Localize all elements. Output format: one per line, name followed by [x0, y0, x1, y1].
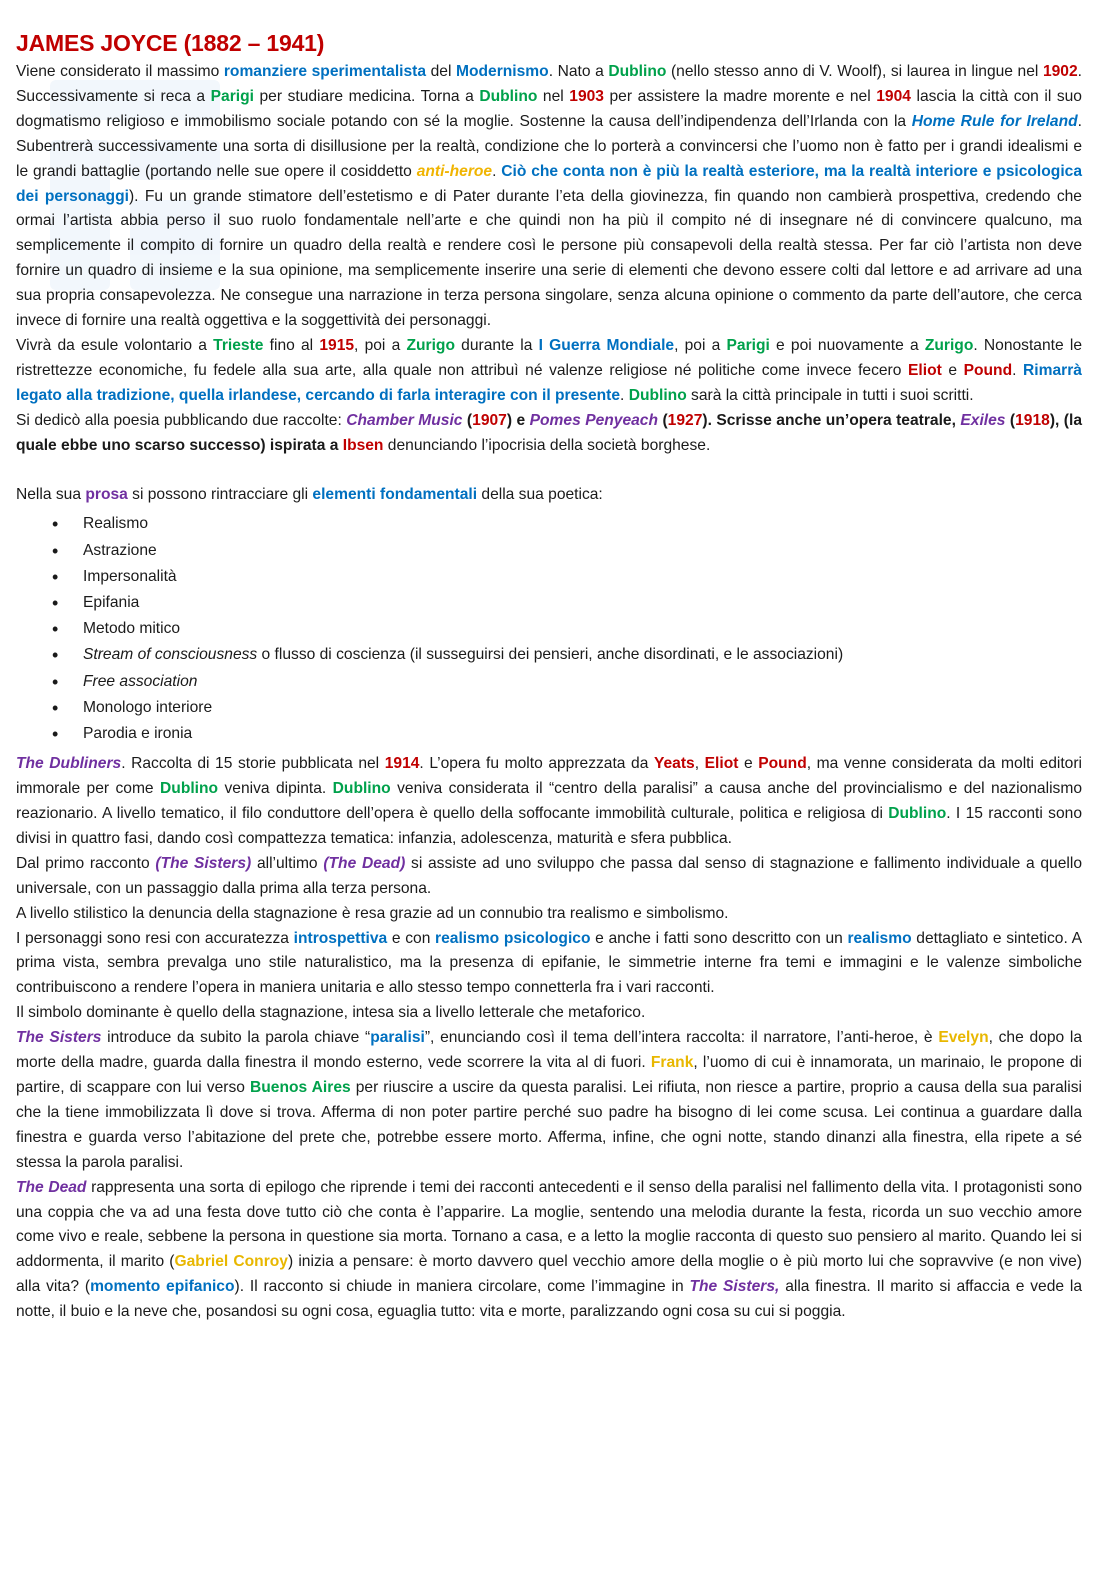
text: ). Scrisse anche un’opera teatrale, — [702, 411, 961, 429]
paragraph-the-dead — [16, 1176, 1082, 1325]
text: nel — [537, 87, 570, 105]
name-yeats: Yeats — [653, 755, 695, 773]
place-dublino: Dublino — [628, 386, 687, 404]
highlight-momento-epifanico: momento epifanico — [90, 1278, 235, 1296]
paragraph-simbolo: Il simbolo dominante è quello della stagnazione, intesa sia a livello letterale che metaforico. — [16, 1004, 646, 1022]
text: ). Fu un grande stimatore dell’estetismo e di Pater durante l’eta della giovinezza, fin quando non cambierà prospettiva, credendo che ormai l’artista abbia perso il suo ruolo fondamentale nell’arte e che quindi non ha più il compito né di insegnare né di convincere qualcuno, ma semplicemente il compito di fornire un quadro della realtà e rendere così le persone più consapevoli della realtà stessa. Per far ciò l’artista non deve fornire un quadro di insieme e la sua opinione, ma semplicemente inserire una serie di elementi che devono essere colti dal lettore e ad arrivare ad una sua propria consapevolezza. Ne consegue una narrazione in terza persona singolare, senza alcuna opinione o commento da parte dell’autore, che cerca invece di fornire una realtà oggettiva e la soggettività dei personaggi. — [16, 187, 1082, 330]
highlight-elementi: elementi fondamentali — [312, 485, 478, 503]
text: e — [738, 755, 759, 773]
text: Viene considerato il massimo — [16, 63, 224, 80]
text: I personaggi sono resi con accuratezza — [16, 929, 294, 947]
text: . — [492, 162, 502, 180]
list-item-text: Monologo interiore — [83, 698, 213, 716]
list-item — [83, 538, 1082, 564]
text: , che dopo la morte della madre, guarda dalla finestra il mondo esterno, vede scorrere la vita al di fuori. — [16, 1029, 1083, 1072]
text: . Nato a — [548, 63, 609, 80]
place-dublino: Dublino — [888, 805, 947, 823]
text: della sua poetica: — [477, 485, 603, 503]
title-chamber-music: Chamber Music — [346, 411, 463, 429]
place-parigi: Parigi — [726, 336, 770, 354]
text: veniva considerata il “centro della paralisi” a causa anche del provincialismo e del nazionalismo reazionario. A livello tematico, il filo conduttore dell’opera è quello della soffocante immobilità culturale, politica e religiosa di — [16, 780, 1082, 823]
list-item-text: Epifania — [83, 594, 140, 612]
list-item — [83, 511, 1082, 537]
text: alla finestra. Il marito si affaccia e vede la notte, il buio e la neve che, posandosi su ogni cosa, eguaglia tutto: vita e morte, paralizzando ogni cosa su cui si poggia. — [16, 1278, 1083, 1321]
text: . Subentrerà successivamente una sorta di disillusione per la realtà, condizione che lo porterà a convincersi che l’uomo non è fatto per i grandi idealismi e le grandi battaglie (portando nelle sue opere il cosiddetto — [16, 112, 1082, 180]
text: . — [620, 386, 629, 404]
year-1903: 1903 — [569, 87, 604, 105]
text: Dal primo racconto — [16, 854, 156, 872]
name-pound: Pound — [758, 755, 807, 773]
place-buenos-aires: Buenos Aires — [250, 1079, 351, 1097]
text: ) e — [506, 411, 530, 429]
year-1927: 1927 — [667, 411, 703, 429]
text: per riuscire a uscire da questa paralisi. Lei rifiuta, non riesce a partire, proprio a causa della sua paralisi che la tiene immobilizzata lì dove si trova. Afferma di non poter partire perché suo padre ha bisogno di lei come scusa. Lei continua a guardare dalla finestra e guarda verso l’abitazione del prete che, potrebbe essere morto. Afferma, infine, che ogni notte, stando dinanzi alla finestra, ella ripete a sé stessa la parola paralisi. — [16, 1079, 1082, 1171]
title-exiles: Exiles — [960, 411, 1006, 429]
text: fino al — [263, 336, 320, 354]
text: durante la — [454, 336, 539, 354]
spacer — [16, 459, 1082, 483]
document-body — [16, 28, 1082, 1325]
text: . Raccolta di 15 storie pubblicata nel — [121, 755, 385, 773]
text: (nello stesso anno di V. Woolf), si laurea in lingue nel — [666, 63, 1043, 80]
text: Vivrà da esule volontario a — [16, 336, 214, 354]
text: si assiste ad uno sviluppo che passa dal senso di stagnazione e fallimento individuale a quello universale, con un passaggio dalla prima alla terza persona. — [16, 854, 1082, 897]
year-1914: 1914 — [384, 755, 420, 773]
list-item — [83, 590, 1082, 616]
highlight-romanziere: romanziere sperimentalista — [223, 63, 427, 80]
title-dubliners: The Dubliners — [16, 755, 122, 773]
text: per studiare medicina. Torna a — [253, 87, 480, 105]
text: denunciando l’ipocrisia della società borghese. — [383, 436, 711, 454]
list-item-text: Free association — [83, 672, 198, 690]
highlight-realismo: realismo — [847, 929, 912, 947]
text: dettagliato e sintetico. A prima vista, sembra prevalga uno stile naturalistico, ma la presenza di epifanie, le simmetrie interne fra temi e immagini e le valenze simboliche contribuiscono a rendere l’opera in maniera unitaria e allo stesso tempo connetterla fra i vari racconti. — [16, 929, 1082, 997]
title-the-sisters: The Sisters — [16, 1029, 102, 1047]
text: introduce da subito la parola chiave “ — [101, 1029, 371, 1047]
name-pound: Pound — [963, 361, 1013, 379]
text: veniva dipinta. — [218, 780, 333, 798]
paragraph-poetry — [16, 409, 1082, 459]
title-pomes-penyeach: Pomes Penyeach — [529, 411, 659, 429]
highlight-realismo-psicologico: realismo psicologico — [435, 929, 591, 947]
highlight-introspettiva: introspettiva — [293, 929, 388, 947]
text: ). Il racconto si chiude in maniera circolare, come l’immagine in — [234, 1278, 690, 1296]
name-eliot: Eliot — [908, 361, 942, 379]
highlight-prosa: prosa — [85, 485, 128, 503]
place-zurigo: Zurigo — [406, 336, 455, 354]
text: Si dedicò alla poesia pubblicando due raccolte: — [16, 411, 347, 429]
paragraph-stile: A livello stilistico la denuncia della stagnazione è resa grazie ad un connubio tra realismo e simbolismo. — [16, 904, 729, 922]
text: ), (la quale ebbe uno scarso successo) ispirata a — [16, 411, 1083, 454]
title-the-sisters: (The Sisters) — [155, 854, 252, 872]
highlight-tradizione: Rimarrà legato alla tradizione, quella irlandese, cercando di farla interagire con il presente — [16, 361, 1082, 404]
text: , l’uomo di cui è innamorata, un marinaio, le propone di partire, di scappare con lui verso — [16, 1054, 1082, 1097]
list-item-text: Impersonalità — [83, 567, 177, 585]
place-dublino: Dublino — [160, 780, 219, 798]
text: ( — [1005, 411, 1016, 429]
list-item-text: Realismo — [83, 515, 148, 533]
name-ibsen: Ibsen — [342, 436, 384, 454]
place-dublino: Dublino — [332, 780, 391, 798]
text: . L’opera fu molto apprezzata da — [419, 755, 654, 773]
place-zurigo: Zurigo — [924, 336, 974, 354]
list-item — [83, 564, 1082, 590]
text: Nella sua — [16, 485, 86, 503]
page-title: JAMES JOYCE (1882 – 1941) — [16, 30, 325, 56]
text: all’ultimo — [251, 854, 324, 872]
paragraph-exile — [16, 334, 1082, 409]
text: e con — [387, 929, 436, 947]
list-item-text: Astrazione — [83, 541, 157, 559]
text: lascia la città con il suo dogmatismo religioso e immobilismo sociale potando con sé la moglie. Sostenne la causa dell’indipendenza dell’Irlanda con la — [16, 87, 1082, 130]
highlight-realta-interiore: Ciò che conta non è più la realtà esteriore, ma la realtà interiore e psicologica dei personaggi — [16, 162, 1082, 205]
text: . — [1012, 361, 1024, 379]
text: ”, enunciando così il tema dell’intera raccolta: il narratore, l’anti-heroe, è — [424, 1029, 939, 1047]
highlight-anti-heroe: anti-heroe — [416, 162, 493, 180]
list-item-text: Parodia e ironia — [83, 725, 193, 743]
year-1907: 1907 — [472, 411, 507, 429]
highlight-modernismo: Modernismo — [456, 63, 549, 80]
place-dublino: Dublino — [608, 63, 667, 80]
text: si possono rintracciare gli — [127, 485, 313, 503]
year-1918: 1918 — [1015, 411, 1050, 429]
text: sarà la città principale in tutti i suoi scritti. — [686, 386, 974, 404]
text: del — [426, 63, 456, 80]
text: . I 15 racconti sono divisi in quattro fasi, dando così compattezza tematica: infanzia, adolescenza, maturità e sfera pubblica. — [16, 805, 1082, 847]
list-item — [83, 695, 1082, 721]
text: ( — [462, 411, 473, 429]
list-item — [83, 721, 1082, 747]
highlight-home-rule: Home Rule for Ireland — [911, 112, 1078, 130]
list-item-text: Metodo mitico — [83, 620, 181, 638]
text: e anche i fatti sono descritto con un — [590, 929, 848, 947]
name-gabriel-conroy: Gabriel Conroy — [174, 1253, 288, 1271]
highlight-paralisi: paralisi — [370, 1029, 425, 1047]
name-eliot: Eliot — [704, 755, 739, 773]
name-frank: Frank — [650, 1054, 694, 1072]
text: , ma venne considerata da molti editori immorale per come — [16, 755, 1082, 798]
year-1915: 1915 — [319, 336, 355, 354]
text: . Successivamente si reca a — [16, 63, 1082, 105]
title-the-dead: (The Dead) — [323, 854, 406, 872]
text: , poi a — [674, 336, 727, 354]
text: , — [694, 755, 705, 773]
text: . Nonostante le ristrettezze economiche, fu fedele alla sua arte, alla quale non attribuì né valenze religiose né politiche come invece fecero — [16, 336, 1082, 379]
text: , poi a — [354, 336, 407, 354]
list-item — [83, 669, 1082, 695]
paragraph-biography — [16, 60, 1082, 334]
year-1904: 1904 — [876, 87, 911, 105]
list-item — [83, 616, 1082, 642]
paragraph-dubliners — [16, 752, 1082, 852]
name-evelyn: Evelyn — [938, 1029, 989, 1047]
paragraph-poetica-intro — [16, 483, 1082, 508]
paragraph-development — [16, 852, 1082, 902]
paragraph-the-sisters — [16, 1026, 1082, 1175]
list-item-text: o flusso di coscienza (il susseguirsi dei pensieri, anche disordinati, e le associazioni) — [257, 646, 844, 664]
highlight-guerra-mondiale: I Guerra Mondiale — [538, 336, 675, 354]
text: ) inizia a pensare: è morto davvero quel vecchio amore della moglie o è più morto lui che sopravvive (e non vive) alla vita? ( — [16, 1253, 1082, 1296]
text: rappresenta una sorta di epilogo che riprende i temi dei racconti antecedenti e il senso della paralisi nel fallimento della vita. I protagonisti sono una coppia che va ad una festa dove tutto ciò che conta è l’apparire. La moglie, sentendo una melodia durante la festa, ricorda un suo vecchio amore come vivo e reale, sebbene la persona in questione sia morta. Tornano a casa, e a letto la moglie racconta di questo suo pensiero al marito. Quando lei si addormenta, il marito ( — [16, 1178, 1083, 1271]
paragraph-personaggi — [16, 927, 1082, 1002]
poetica-list — [16, 511, 1082, 747]
year-1902: 1902 — [1042, 63, 1078, 80]
text: per assistere la madre morente e nel — [603, 87, 877, 105]
text: e — [941, 361, 964, 379]
place-trieste: Trieste — [213, 336, 264, 354]
place-parigi: Parigi — [210, 87, 254, 105]
list-item — [83, 642, 1082, 668]
title-the-dead: The Dead — [16, 1178, 87, 1196]
text: ( — [658, 411, 668, 429]
title-the-sisters: The Sisters, — [689, 1278, 780, 1296]
list-item-text: Stream of consciousness — [83, 646, 258, 664]
text: e poi nuovamente a — [769, 336, 925, 354]
place-dublino: Dublino — [479, 87, 538, 105]
